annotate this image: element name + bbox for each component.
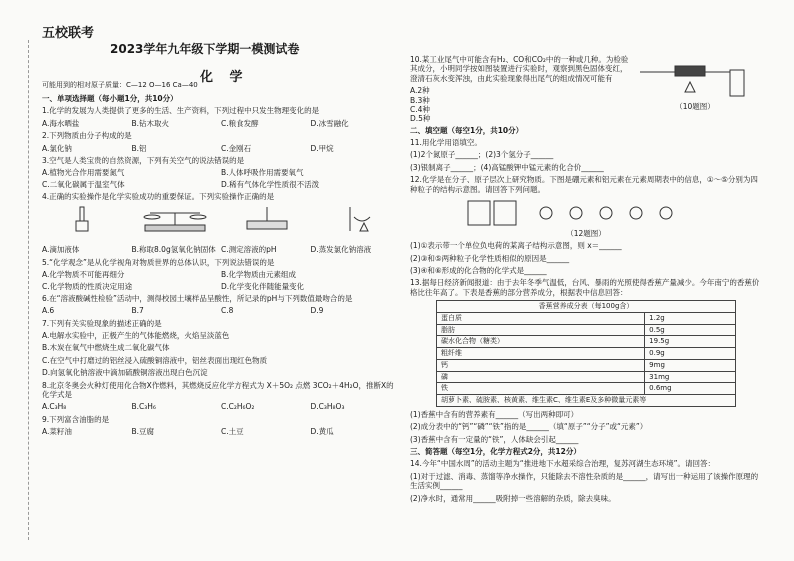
option: C.粮食发酵: [221, 118, 259, 128]
dropper-image: [42, 205, 122, 241]
option: A.植物光合作用需要氮气: [42, 168, 125, 178]
option: C.8: [221, 306, 234, 316]
question-2: 2.下列物质由分子构成的是: [42, 131, 132, 141]
option: C.测定溶液的pH: [221, 245, 277, 255]
option: D.甲烷: [310, 143, 334, 153]
atomic-mass-note: 可能用到的相对原子质量：C—12 O—16 Ca—40: [42, 81, 198, 89]
option: B.铝: [131, 143, 147, 153]
balance-image: [135, 205, 215, 241]
nutrition-table: [436, 300, 736, 407]
option: C.化学物质的性质决定用途: [42, 281, 133, 291]
option: B.称取8.0g氢氧化钠固体: [131, 245, 216, 255]
q10-figure: [630, 52, 760, 124]
sub-question: (2)净水时，通常用______吸附掉一些溶解的杂质，除去臭味。: [410, 493, 616, 503]
option: D.C₃H₈O₃: [310, 402, 345, 412]
option: C.二氧化碳属于温室气体: [42, 179, 125, 189]
sub-question: (1)2个氮原子______；(2)3个氢分子______: [410, 150, 554, 160]
option: A.2种: [410, 86, 430, 96]
question-12: 12.化学是在分子、原子层次上研究物质。下图是硼元素和铝元素在元素周期表中的信息，①～⑤分别为四种粒子的结构示意图。请回答下列问题。: [410, 175, 758, 194]
section-title: 三、简答题（每空1分，化学方程式2分，共12分）: [410, 447, 581, 456]
sub-question: (3)银制离子______；(4)高锰酸钾中锰元素的化合价______: [410, 162, 604, 172]
subject-title: 化 学: [200, 70, 249, 85]
sub-question: (2)成分表中的“钙”“磷”“铁”指的是______（填“原子”“分子”或“元素”）: [410, 422, 648, 432]
question-14: 14.今年“中国水周”的活动主题为“推进地下水超采综合治理，复苏河湖生态环境”。请回答：: [410, 459, 715, 469]
options: [42, 180, 400, 189]
option: D.9: [310, 306, 324, 316]
options: [42, 306, 400, 315]
option: A.海水晒盐: [42, 118, 80, 128]
table-row: [437, 312, 736, 324]
table-cell: 磷: [437, 371, 645, 383]
table-cell: 粗纤维: [437, 348, 645, 360]
school-name: 五校联考: [42, 26, 95, 41]
question-10: 10.某工业尾气中可能含有H₂、CO和CO₂中的一种或几种。为检验其成分，小明同学按如图装置进行实验时，观察到黑色固体变红，澄清石灰水变浑浊，由此实验现象得出尾气的组成情况可能有: [410, 55, 629, 83]
table-cell: 脂肪: [437, 324, 645, 336]
right-column: [410, 52, 762, 506]
option: A.C₃H₈: [42, 402, 67, 412]
option: A.滴加液体: [42, 245, 80, 255]
question-4: 4.正确的实验操作是化学实验成功的重要保证。下列实验操作正确的是: [42, 192, 275, 201]
option: D.蒸发氯化钠溶液: [310, 245, 372, 255]
table-cell: 9mg: [645, 359, 736, 371]
table-row: [437, 324, 736, 336]
left-column: [42, 92, 400, 438]
table-cell: 铁: [437, 383, 645, 395]
question-8: 8.北京冬奥会火种灯使用化合物X作燃料，其燃烧反应化学方程式为 X＋5O₂ 点燃 3CO₂＋4H₂O，推断X的化学式是: [42, 380, 394, 399]
option: D.化学变化伴随能量变化: [221, 281, 305, 291]
figure-caption: （12题图）: [566, 228, 606, 238]
table-note: 胡萝卜素、硫胺素、核黄素、维生素C、维生素E及多种微量元素等: [437, 395, 736, 407]
question-6: 6.在“溶液酸碱性检验”活动中，测得校园土壤样品呈酸性，所记录的pH与下列数值最吻合的是: [42, 293, 353, 303]
option: C.土豆: [221, 427, 244, 436]
question-3: 3.空气是人类宝贵的自然资源，下列有关空气的说法错误的是: [42, 155, 245, 165]
options: [42, 168, 400, 177]
sub-question: (3)④和⑥形成的化合物的化学式是______: [410, 266, 547, 275]
apparatus-images: [42, 205, 400, 241]
option: D.向氢氧化钠溶液中滴加硫酸铜溶液出现白色沉淀: [42, 368, 208, 378]
option: B.豆腐: [131, 427, 155, 436]
options: [42, 245, 400, 254]
option: B.人体呼吸作用需要氧气: [221, 168, 304, 178]
option: D.黄瓜: [310, 427, 334, 436]
option: A.电解水实验中，正极产生的气体能燃烧，火焰呈淡蓝色: [42, 331, 230, 340]
option: A.化学物质不可能再细分: [42, 270, 125, 280]
atom-diagrams: [466, 197, 706, 229]
question-7: 7.下列有关实验现象的描述正确的是: [42, 318, 162, 328]
section-title: 一、单项选择题（每小题1分，共10分）: [42, 94, 178, 103]
question-9: 9.下列富含油脂的是: [42, 414, 110, 424]
option: C.金刚石: [221, 143, 252, 153]
sub-question: (1)对于过滤、消毒、蒸馏等净水操作，只能除去不溶性杂质的是______，请写出一种运用了该操作原理的生活实例______: [410, 471, 759, 491]
options: [42, 144, 400, 153]
option: B.木炭在氧气中燃烧生成二氧化碳气体: [42, 343, 170, 353]
table-cell: 碳水化合物（糖类）: [437, 336, 645, 348]
table-cell: 0.6mg: [645, 383, 736, 395]
options: [42, 282, 400, 291]
options: [42, 119, 400, 128]
table-cell: 1.2g: [645, 312, 736, 324]
table-cell: 0.9g: [645, 348, 736, 360]
q10-text: [410, 52, 630, 124]
option: B.C₃H₆: [131, 402, 156, 412]
apparatus-diagram: [635, 52, 755, 102]
sub-question: (2)③和⑤两种粒子化学性质相似的原因是______: [410, 253, 570, 263]
option: D.5种: [410, 114, 431, 124]
evaporation-image: [320, 205, 400, 241]
table-cell: 钙: [437, 359, 645, 371]
sub-question: (1)香蕉中含有的营养素有______（写出两种即可）: [410, 409, 579, 419]
table-row: [437, 371, 736, 383]
option: B.化学物质由元素组成: [221, 270, 297, 280]
option: A.氯化钠: [42, 143, 72, 153]
option: B.3种: [410, 95, 430, 105]
table-cell: 19.5g: [645, 336, 736, 348]
q10-block: [410, 52, 762, 124]
table-title: 香蕉营养成分表（每100g含）: [437, 301, 736, 313]
option: B.7: [131, 306, 144, 316]
question-1: 1.化学的发展为人类提供了更多的生活、生产资料，下列过程中只发生物理变化的是: [42, 106, 320, 116]
sub-question: (1)①表示带一个单位负电荷的某离子结构示意图，则 x＝______: [410, 241, 622, 251]
options: [42, 270, 400, 279]
option: C.C₂H₆O₂: [221, 402, 255, 412]
table-row: [437, 359, 736, 371]
table-row: [437, 348, 736, 360]
question-5: 5.“化学观念”是从化学视角对物质世界的总体认识，下列说法错误的是: [42, 257, 275, 267]
question-13: 13.据每日经济新闻报道：由于去年冬季气温低，台风、暴雨的光照使得香蕉产量减少。今年南宁的香蕉价格比往年高了。下表是香蕉的部分营养成分，根据表中信息回答：: [410, 278, 760, 297]
option: C.4种: [410, 104, 430, 114]
question-11: 11.用化学用语填空。: [410, 138, 482, 147]
option: C.在空气中打磨过的铝丝浸入硫酸铜溶液中，铝丝表面出现红色物质: [42, 355, 268, 365]
table-row: [437, 336, 736, 348]
table-cell: 蛋白质: [437, 312, 645, 324]
table-row: [437, 383, 736, 395]
options: [42, 402, 400, 411]
option: A.6: [42, 306, 55, 316]
option: B.钻木取火: [131, 118, 170, 128]
binding-gutter: [8, 40, 29, 540]
figure-caption: （10题图）: [675, 102, 715, 111]
option: D.稀有气体化学性质很不活泼: [221, 179, 320, 189]
table-cell: 31mg: [645, 371, 736, 383]
option: A.菜籽油: [42, 427, 72, 436]
ph-paper-image: [227, 205, 307, 241]
table-cell: 0.5g: [645, 324, 736, 336]
options: [42, 427, 400, 436]
section-title: 二、填空题（每空1分，共10分）: [410, 125, 524, 135]
exam-title: 2023学年九年级下学期一模测试卷: [110, 42, 300, 56]
sub-question: (3)香蕉中含有一定量的“铁”，人体缺会引起______: [410, 434, 579, 444]
q12-figure: [410, 197, 762, 229]
option: D.冰雪融化: [310, 118, 349, 128]
